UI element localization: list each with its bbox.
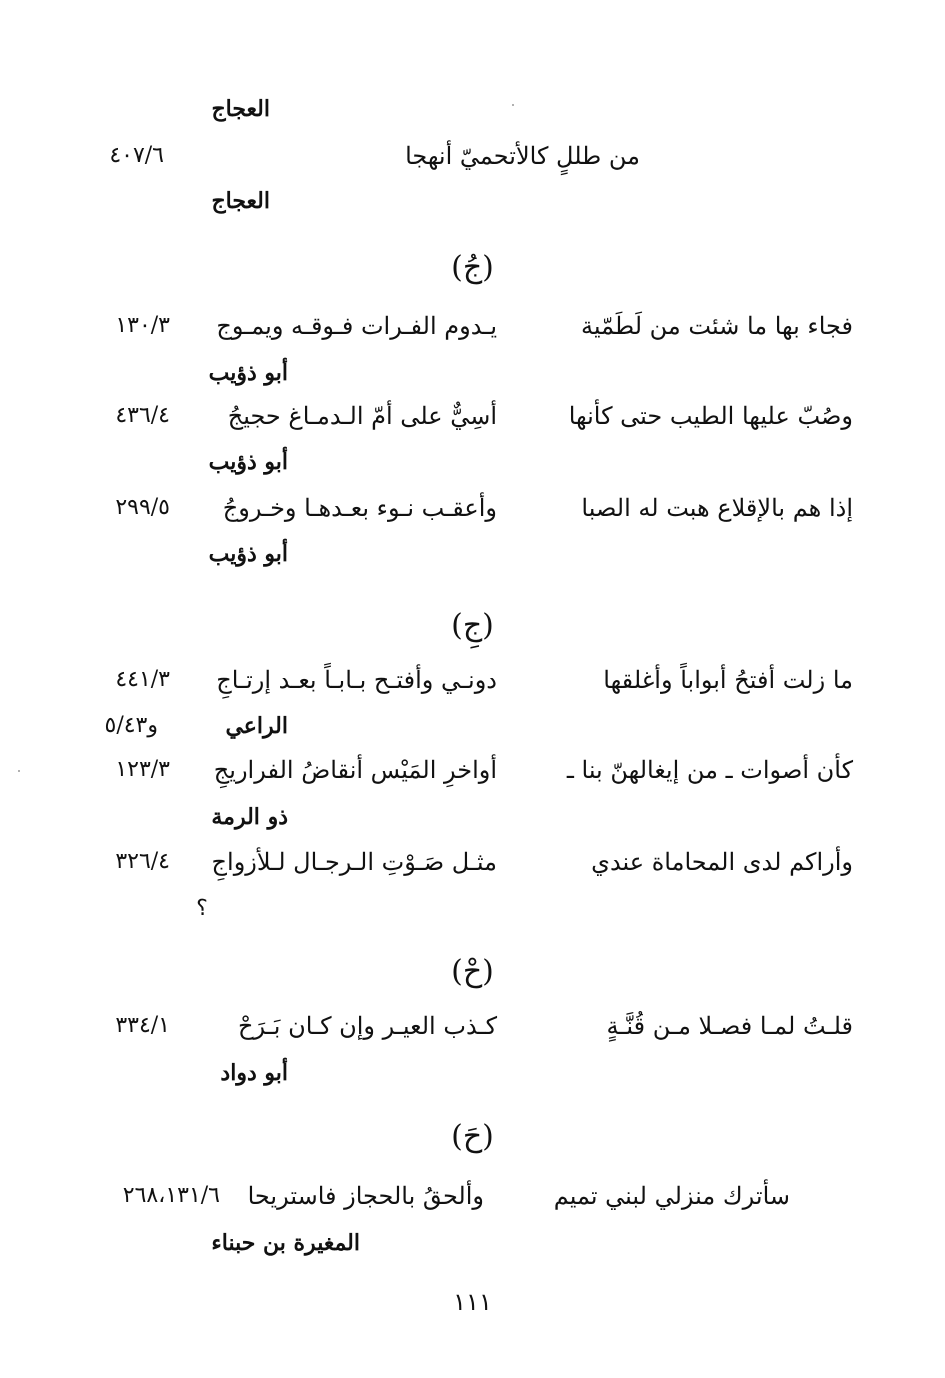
- rhyme-heading: (جِ): [451, 608, 494, 643]
- poet-name: أبو ذؤيب: [208, 541, 288, 567]
- verse-reference: ٤٣٦/٤: [115, 403, 170, 428]
- verse-second-hemistich: مثـل صَـوْتِ الـرجـال لـلأزواجِ: [211, 848, 497, 876]
- verse-first-hemistich: إذا هم بالإقلاع هبت له الصبا: [581, 494, 853, 522]
- poet-unknown: ؟: [196, 896, 208, 921]
- verse-reference: ١٣٠/٣: [115, 313, 170, 338]
- verse-reference: ٢٦٨،١٣١/٦: [122, 1183, 220, 1208]
- verse-second-hemistich: دونـي وأفتـح بـابـاً بعـد إرتـاجِ: [216, 666, 497, 694]
- scan-speck: [512, 104, 514, 106]
- poet-name: العجاج: [211, 188, 270, 214]
- poet-name: أبو ذؤيب: [208, 360, 288, 386]
- verse-second-hemistich: وأعقـب نـوء بعـدهـا وخـروجُ: [222, 494, 497, 522]
- scan-speck: [18, 770, 20, 772]
- poet-name: ذو الرمة: [211, 804, 288, 830]
- verse-first-hemistich: سأترك منزلي لبني تميم: [553, 1182, 790, 1210]
- verse-second-hemistich: أواخرِ المَيْس أنقاضُ الفراريجِ: [213, 756, 497, 784]
- poet-name: أبو ذؤيب: [208, 449, 288, 475]
- poet-name: أبو دواد: [220, 1060, 288, 1086]
- poet-name: العجاج: [211, 96, 270, 122]
- verse-reference: ٣٣٤/١: [115, 1013, 170, 1038]
- poet-name: الراعي: [225, 713, 288, 739]
- verse-first-hemistich: كأن أصوات ـ من إيغالهنّ بنا ـ: [566, 756, 853, 784]
- verse-reference: ٣٢٦/٤: [115, 849, 170, 874]
- verse-second-hemistich: كـذب العيـر وإن كـان بَـرَحْ: [238, 1012, 497, 1040]
- verse-second-hemistich: أسِيٌّ على أمّ الـدمـاغ حجيجُ: [227, 402, 497, 430]
- verse-second-hemistich: وألحقُ بالحجاز فاستريحا: [247, 1182, 484, 1210]
- rhyme-heading: (حَ): [451, 1119, 494, 1154]
- verse-reference: ١٢٣/٣: [115, 757, 170, 782]
- rhyme-heading: (جُ): [451, 250, 494, 285]
- rhyme-heading: (حْ): [451, 954, 494, 989]
- verse-reference: ٤٠٧/٦: [109, 143, 164, 168]
- verse-first-hemistich: وصُبّ عليها الطيب حتى كأنها: [568, 402, 853, 430]
- verse-first-hemistich: ما زلت أفتحُ أبواباً وأغلقها: [603, 666, 853, 694]
- verse-first-hemistich: قلـتُ لمـا فصـلا مـن قُنَّـةٍ: [606, 1012, 853, 1040]
- verse-reference: ٤٤١/٣: [115, 667, 170, 692]
- verse-hemistich: من طللٍ كالأتحميّ أنهجا: [405, 142, 640, 170]
- verse-reference: ٢٩٩/٥: [115, 495, 170, 520]
- verse-first-hemistich: فجاء بها ما شئت من لَطَمّية: [581, 312, 853, 340]
- verse-second-hemistich: يـدوم الفـرات فـوقـه ويمـوج: [216, 312, 497, 340]
- verse-first-hemistich: وأراكم لدى المحاماة عندي: [591, 848, 853, 876]
- verse-reference-extra: و٥/٤٣: [104, 713, 158, 738]
- page-number: ١١١: [453, 1288, 492, 1316]
- poet-name: المغيرة بن حبناء: [211, 1230, 360, 1256]
